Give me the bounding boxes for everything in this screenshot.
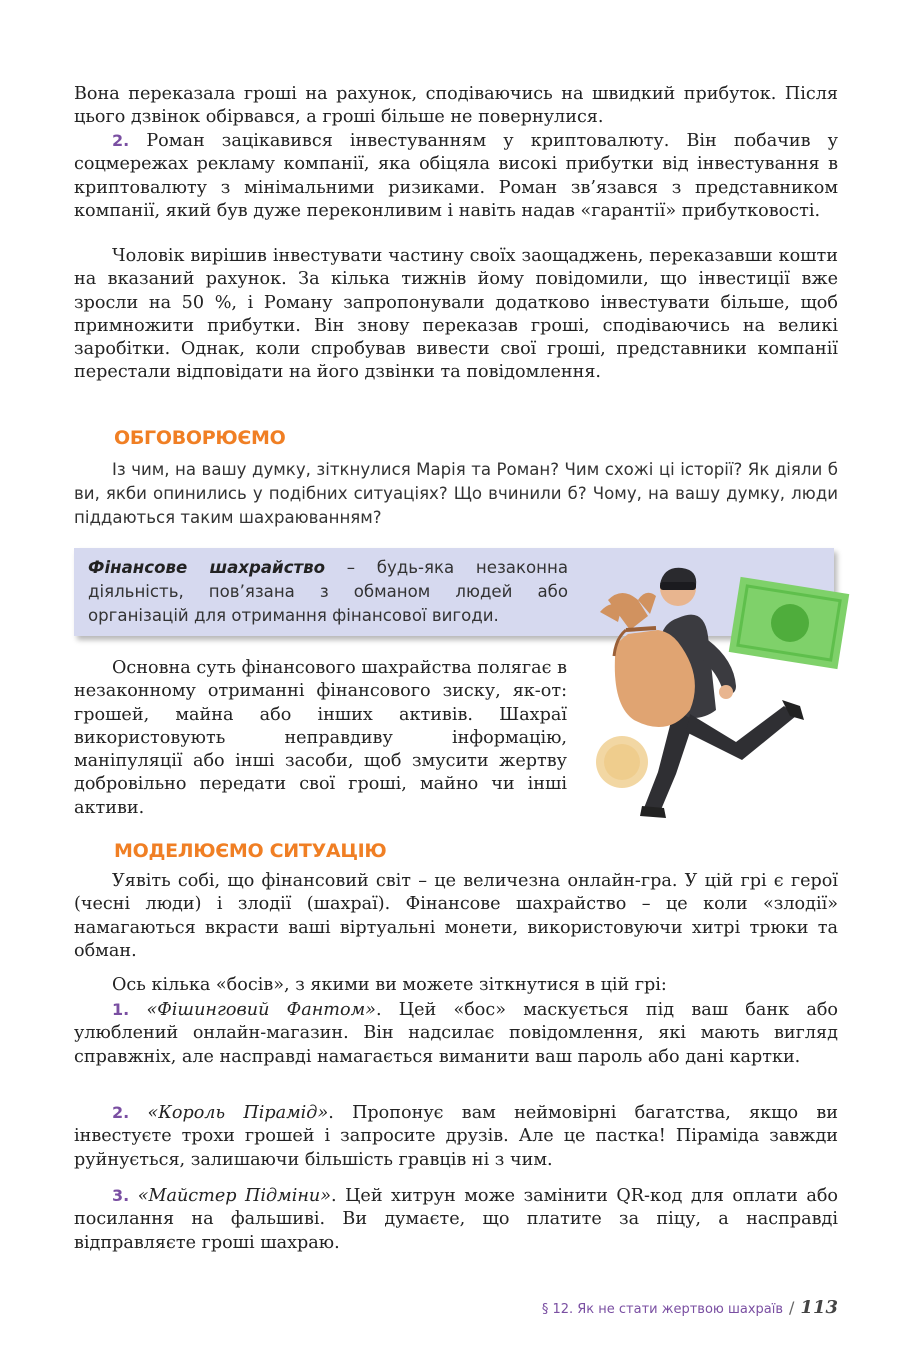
boss-number: 1. [112,1000,130,1019]
paragraph-case-roman: 2. Роман зацікавився інвестуванням у криптовалюту. Він побачив у соцмережах рекламу компанії, яка обіцяла високі прибутки від інвестування в криптовалюту з мінімальними ризиками. Роман зв’язався з представником компанії, який був дуже переконливим і навіть надав «гарантії» прибутковості. [74,131,838,221]
banknote-icon [729,577,850,669]
paragraph-bosses-intro: Ось кілька «босів», з якими ви можете зіткнутися в цій грі: [112,975,667,995]
page-number: 113 [800,1297,838,1318]
case-number: 2. [112,131,130,150]
paragraph-case-roman-continued: Чоловік вирішив інвестувати частину своїх заощаджень, переказавши кошти на вказаний рахунок. За кілька тижнів йому повідомили, що інвестиції вже зросли на 50 %, і Роману запропонували додатково інвестувати більше, щоб примножити прибутки. Він знову переказав гроші, сподіваючись на великі заробітки. Однак, коли спробував вивести свої гроші, представники компанії перестали відповідати на його дзвінки та повідомлення. [74,246,838,383]
boss-number: 2. [112,1103,130,1122]
modeling-heading: МОДЕЛЮЄМО СИТУАЦІЮ [114,840,387,862]
page-footer [542,1297,838,1318]
discuss-paragraph: Із чим, на вашу думку, зіткнулися Марія та Роман? Чим схожі ці історії? Як діяли б ви, якби опинились у подібних ситуаціях? Що вчинили б? Чому, на вашу думку, люди піддаються таким шахраюванням? [74,460,838,527]
paragraph-essence: Основна суть фінансового шахрайства полягає в незаконному отриманні фінансового зиску, як-от: грошей, майна або інших активів. Шахраї використовують неправдиву інформацію, маніпуляції або інші засоби, щоб змусити жертву добровільно передати свої гроші, майно чи інші активи. [74,658,567,818]
paragraph-intro-end: Вона переказала гроші на рахунок, сподіваючись на швидкий прибуток. Після цього дзвінок обірвався, а гроші більше не повернулися. [74,84,838,128]
footer-separator: / [789,1298,795,1317]
thief-with-money-bag-icon [586,560,858,830]
boss-name: «Майстер Підміни» [137,1186,332,1206]
boss-number: 3. [112,1186,130,1205]
list-item-boss-3: 3. «Майстер Підміни». Цей хитрун може замінити QR-код для оплати або посилання на фальшиві. Ви думаєте, що платите за піцу, а насправді відправляєте гроші шахраю. [74,1186,839,1253]
list-item-boss-2: 2. «Король Пірамід». Пропонує вам неймовірні багатства, якщо ви інвестуєте трохи грошей і запросите друзів. Але це пастка! Піраміда завжди руйнується, залишаючи більшість гравців ні з чим. [74,1103,838,1170]
coin-icon [596,736,648,788]
boss-name: «Король Пірамід» [147,1103,329,1123]
definition-term: Фінансове шахрайство [88,558,326,577]
definition-text: Фінансове шахрайство – будь-яка незаконна діяльність, пов’язана з обманом людей або організацій для отримання фінансової вигоди. [88,558,568,625]
money-bag-icon [600,593,695,727]
discuss-heading: ОБГОВОРЮЄМО [114,427,286,449]
list-item-boss-1: 1. «Фішинговий Фантом». Цей «бос» маскується під ваш банк або улюблений онлайн-магазин. Він надсилає повідомлення, які мають вигляд справжніх, але насправді намагається виманити ваш пароль або дані картки. [74,1000,838,1067]
boss-name: «Фішинговий Фантом» [146,1000,376,1020]
paragraph-game-intro: Уявіть собі, що фінансовий світ – це величезна онлайн-гра. У цій грі є герої (чесні люди) і злодії (шахраї). Фінансове шахрайство – це коли «злодії» намагаються вкрасти ваші віртуальні монети, використовуючи хитрі трюки та обман. [74,871,838,961]
footer-section-title: § 12. Як не стати жертвою шахраїв [541,1302,784,1317]
